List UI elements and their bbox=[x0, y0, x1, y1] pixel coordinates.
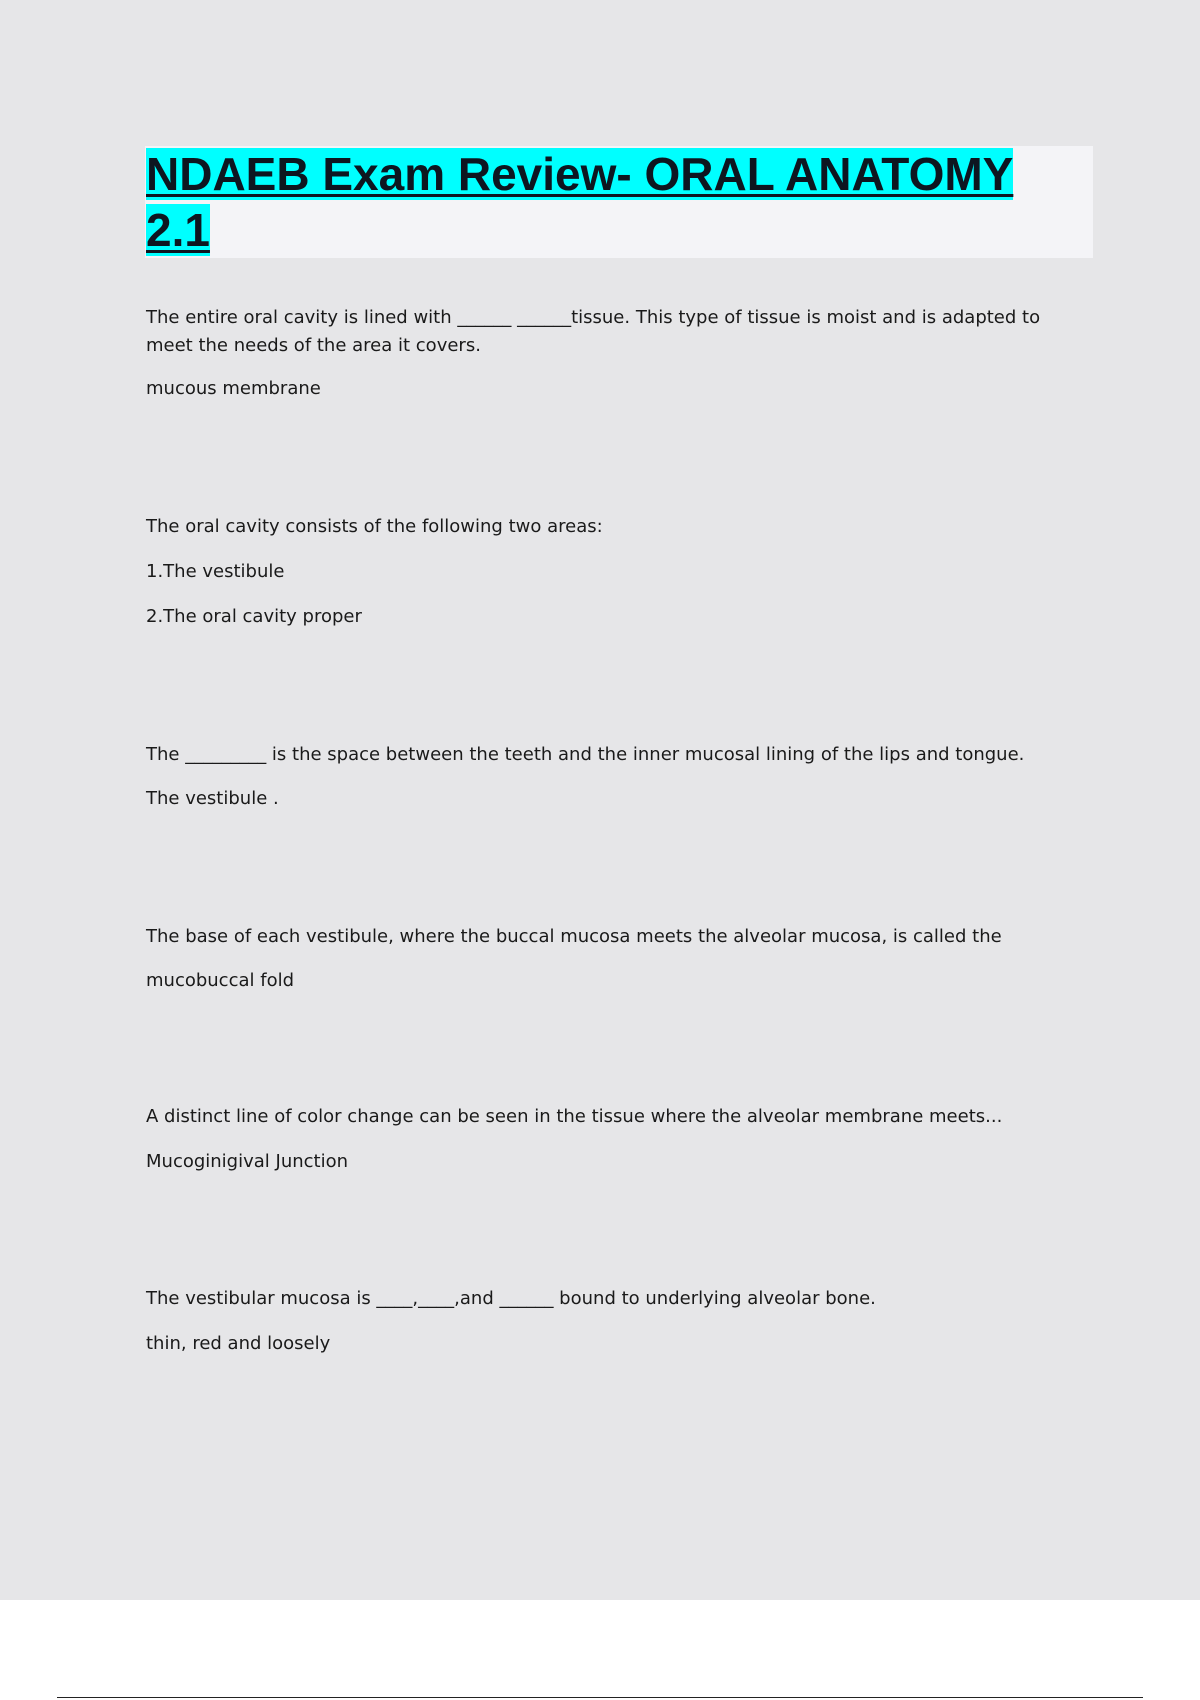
question-4: The base of each vestibule, where the buccal mucosa meets the alveolar mucosa, is called the bbox=[146, 926, 1002, 947]
footer-divider bbox=[57, 1697, 1143, 1698]
question-5: A distinct line of color change can be seen in the tissue where the alveolar membrane meets... bbox=[146, 1106, 1003, 1127]
question-3: The _________ is the space between the teeth and the inner mucosal lining of the lips and tongue. bbox=[146, 744, 1025, 765]
question-2: The oral cavity consists of the following two areas: bbox=[146, 516, 603, 537]
question-6: The vestibular mucosa is ____,____,and ______ bound to underlying alveolar bone. bbox=[146, 1288, 876, 1309]
document-title: NDAEB Exam Review- ORAL ANATOMY 2.1 bbox=[146, 148, 1014, 256]
answer-5: Mucoginigival Junction bbox=[146, 1151, 349, 1172]
answer-6: thin, red and loosely bbox=[146, 1333, 331, 1354]
answer-2-line-1: 1.The vestibule bbox=[146, 561, 285, 582]
answer-3: The vestibule . bbox=[146, 788, 279, 809]
answer-2-line-2: 2.The oral cavity proper bbox=[146, 606, 362, 627]
answer-4: mucobuccal fold bbox=[146, 970, 295, 991]
question-1: The entire oral cavity is lined with ______ ______tissue. This type of tissue is moist and is adapted to meet the needs of the area it covers. bbox=[146, 307, 1041, 356]
answer-1: mucous membrane bbox=[146, 378, 321, 399]
